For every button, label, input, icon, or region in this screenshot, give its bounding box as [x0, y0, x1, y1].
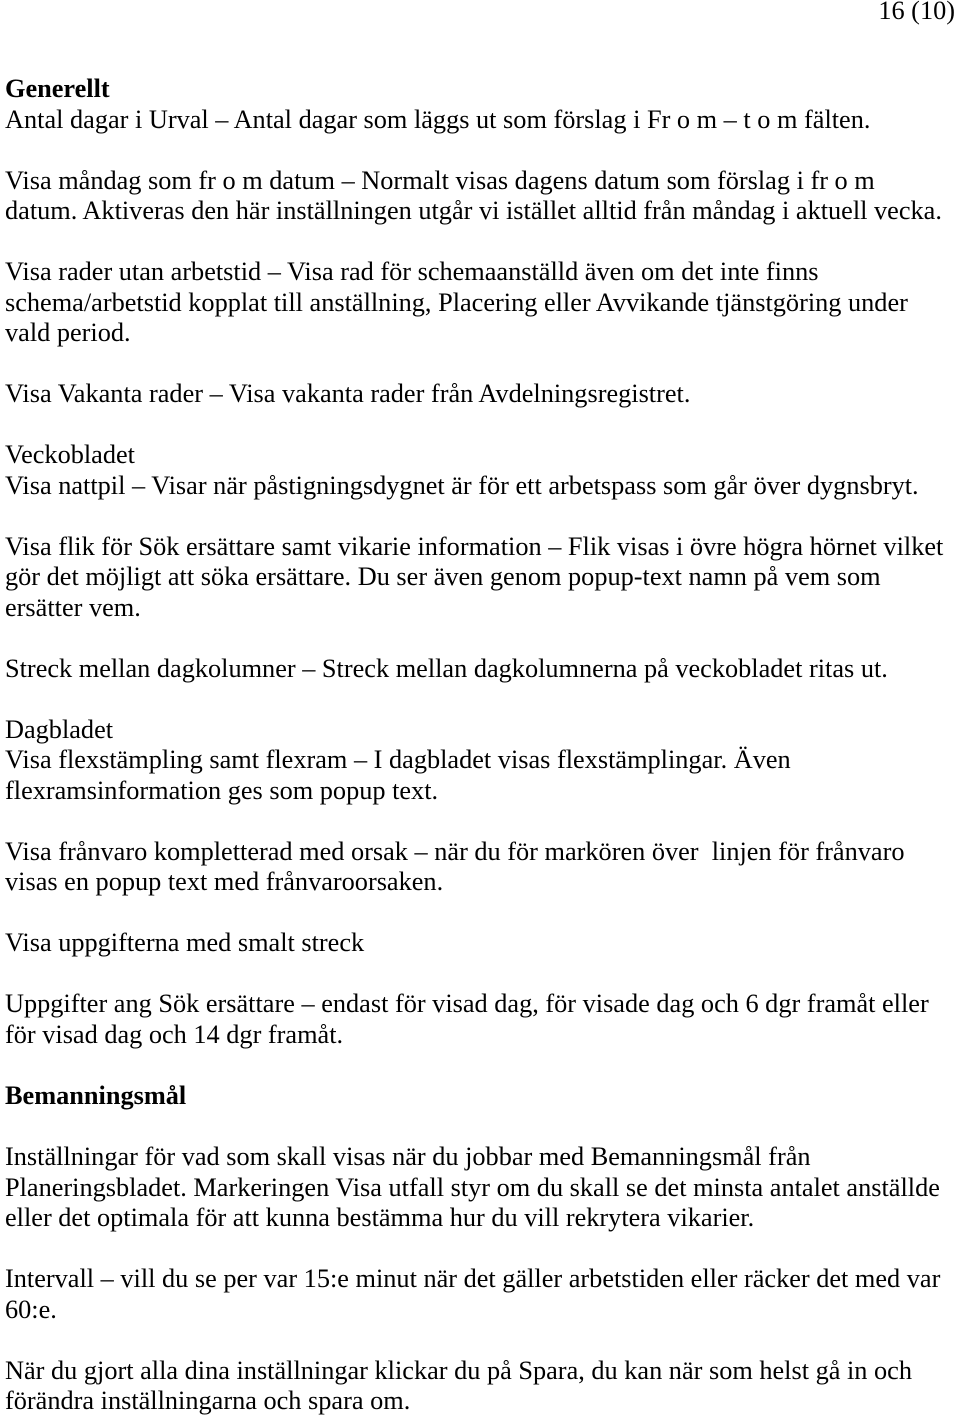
- document-body: [5, 74, 955, 1417]
- paragraph-line: Visa frånvaro kompletterad med orsak – när du för markören över linjen för frånvaro: [5, 836, 905, 866]
- paragraph-spacer: [5, 1234, 955, 1265]
- paragraph-spacer: [5, 1325, 955, 1356]
- paragraph-line: gör det möjligt att söka ersättare. Du ser även genom popup-text namn på vem som: [5, 562, 881, 592]
- paragraph-line: för visad dag och 14 dgr framåt.: [5, 1019, 344, 1049]
- paragraph-line: Inställningar för vad som skall visas när du jobbar med Bemanningsmål från: [5, 1142, 811, 1172]
- paragraph-spacer: [5, 227, 955, 258]
- paragraph-spacer: [5, 623, 955, 654]
- section-heading: Veckobladet: [5, 440, 135, 470]
- paragraph-line: ersätter vem.: [5, 592, 141, 622]
- section-spacer: [5, 1051, 955, 1082]
- paragraph-line: schema/arbetstid kopplat till anställning, Placering eller Avvikande tjänstgöring under: [5, 287, 908, 317]
- page-number: 16 (10): [878, 0, 955, 25]
- section-bemanningsmal: [5, 1081, 955, 1417]
- section-spacer: [5, 684, 955, 715]
- section-generellt: [5, 74, 955, 410]
- paragraph-line: flexramsinformation ges som popup text.: [5, 775, 439, 805]
- paragraph-line: Planeringsbladet. Markeringen Visa utfall styr om du skall se det minsta antalet anställde: [5, 1172, 940, 1202]
- paragraph-line: Antal dagar i Urval – Antal dagar som läggs ut som förslag i Fr o m – t o m fälten.: [5, 104, 871, 134]
- paragraph-line: förändra inställningarna och spara om.: [5, 1386, 411, 1416]
- paragraph: [5, 745, 955, 806]
- paragraph-line: visas en popup text med frånvaroorsaken.: [5, 867, 444, 897]
- paragraph: [5, 471, 955, 502]
- paragraph-line: När du gjort alla dina inställningar klickar du på Spara, du kan när som helst gå in och: [5, 1355, 912, 1385]
- paragraph: [5, 532, 955, 624]
- paragraph-line: Visa nattpil – Visar när påstigningsdygnet är för ett arbetspass som går över dygnsbryt.: [5, 470, 919, 500]
- paragraph: [5, 105, 955, 136]
- section-veckobladet: [5, 440, 955, 684]
- paragraph: [5, 379, 955, 410]
- paragraph-line: Visa Vakanta rader – Visa vakanta rader från Avdelningsregistret.: [5, 379, 691, 409]
- paragraph: [5, 1264, 955, 1325]
- paragraph: [5, 1142, 955, 1234]
- section-heading: Generellt: [5, 74, 110, 103]
- paragraph: [5, 989, 955, 1050]
- paragraph-line: Uppgifter ang Sök ersättare – endast för visad dag, för visade dag och 6 dgr framåt eller: [5, 989, 929, 1019]
- paragraph: [5, 166, 955, 227]
- paragraph: [5, 257, 955, 349]
- paragraph-line: vald period.: [5, 318, 131, 348]
- section-spacer: [5, 410, 955, 441]
- paragraph-spacer: [5, 806, 955, 837]
- paragraph: [5, 1356, 955, 1417]
- paragraph-spacer: [5, 959, 955, 990]
- paragraph-line: Visa uppgifterna med smalt streck: [5, 928, 365, 958]
- paragraph-line: Streck mellan dagkolumner – Streck mellan dagkolumnerna på veckobladet ritas ut.: [5, 653, 888, 683]
- paragraph-spacer: [5, 1112, 955, 1143]
- paragraph: [5, 654, 955, 685]
- paragraph-line: eller det optimala för att kunna bestämma hur du vill rekrytera vikarier.: [5, 1203, 755, 1233]
- paragraph-line: Visa flik för Sök ersättare samt vikarie information – Flik visas i övre högra hörnet vilket: [5, 531, 944, 561]
- paragraph-spacer: [5, 135, 955, 166]
- paragraph-spacer: [5, 898, 955, 929]
- paragraph: [5, 928, 955, 959]
- paragraph-line: Intervall – vill du se per var 15:e minut när det gäller arbetstiden eller räcker det med var: [5, 1264, 941, 1294]
- paragraph-line: datum. Aktiveras den här inställningen utgår vi istället alltid från måndag i aktuell vecka.: [5, 196, 942, 226]
- paragraph-spacer: [5, 501, 955, 532]
- paragraph-line: Visa måndag som fr o m datum – Normalt visas dagens datum som förslag i fr o m: [5, 165, 875, 195]
- section-heading: Bemanningsmål: [5, 1081, 187, 1111]
- paragraph-line: Visa rader utan arbetstid – Visa rad för schemaanställd även om det inte finns: [5, 257, 819, 287]
- section-heading: Dagbladet: [5, 714, 114, 744]
- paragraph-line: 60:e.: [5, 1294, 57, 1324]
- paragraph: [5, 837, 955, 898]
- paragraph-line: Visa flexstämpling samt flexram – I dagbladet visas flexstämplingar. Även: [5, 745, 791, 775]
- paragraph-spacer: [5, 349, 955, 380]
- section-dagbladet: [5, 715, 955, 1051]
